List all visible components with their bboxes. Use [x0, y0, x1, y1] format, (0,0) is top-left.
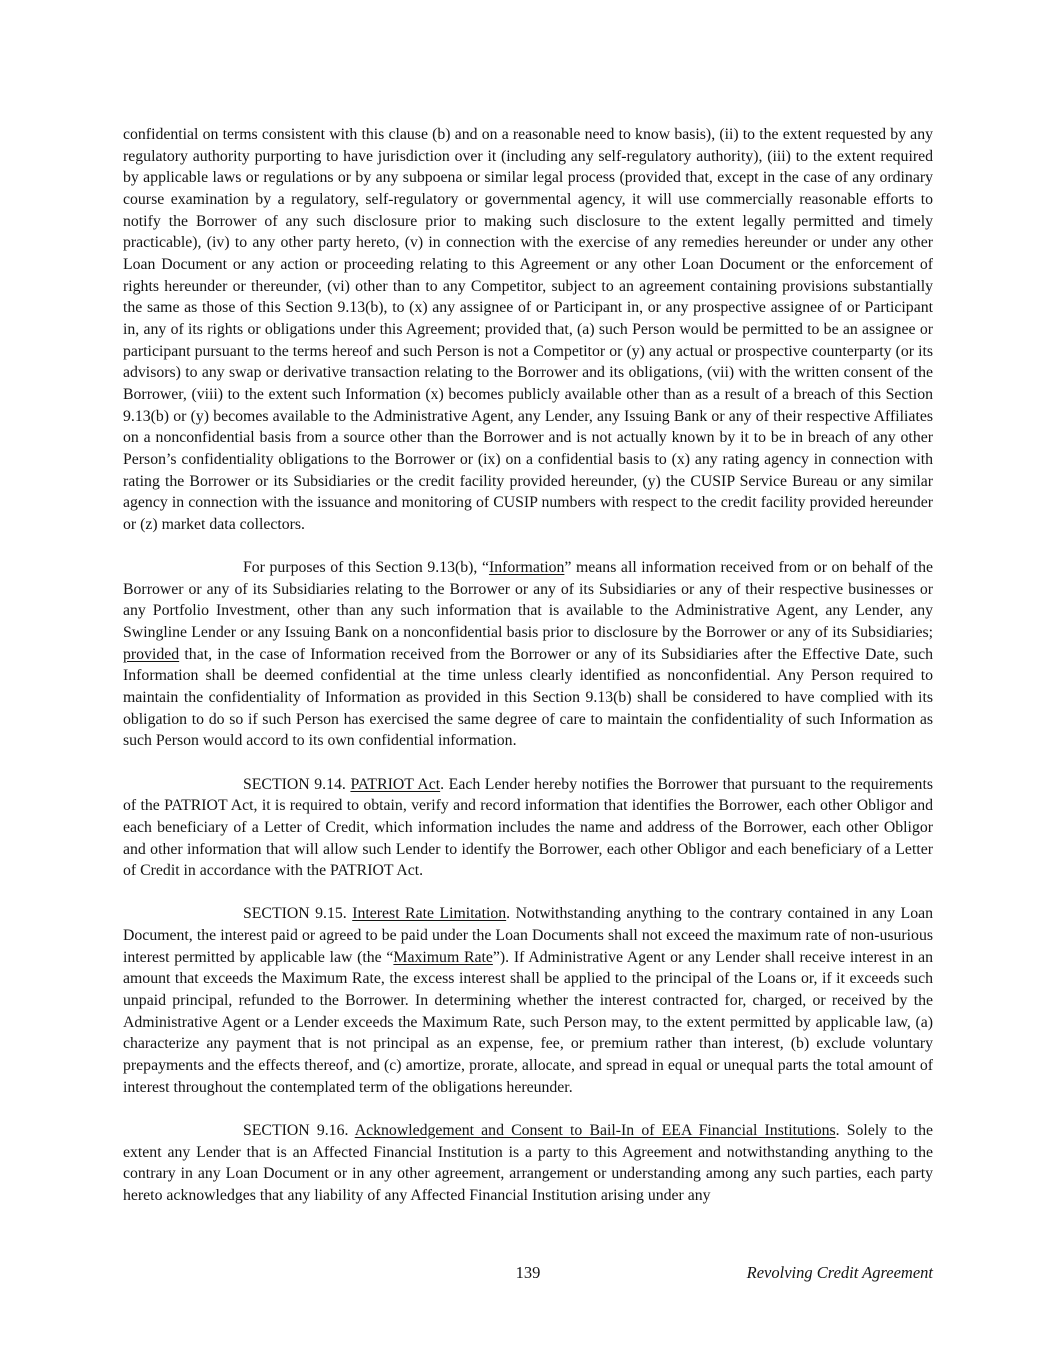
text-run: . Each Lender hereby notifies the Borrower that pursuant to the requirements of the PATRIOT Act, it is required to obtain, verify and record information that identifies the Borrower, each other Obligor and each beneficiary of a Letter of Credit, which information includes the name and address of the Borrower, each other Obligor and other information that will allow such Lender to identify the Borrower, each other Obligor and each beneficiary of a Letter of Credit in accordance with the PATRIOT Act. — [123, 775, 933, 880]
underlined-term: Maximum Rate — [393, 948, 493, 966]
document-body — [123, 124, 933, 1207]
paragraph-confidentiality-continuation — [123, 124, 933, 535]
text-run: that, in the case of Information received from the Borrower or any of its Subsidiaries after the Effective Date, such Information shall be deemed confidential at the time unless clearly identified as nonconfidential. Any Person required to maintain the confidentiality of Information as provided in this Section 9.13(b) shall be considered to have complied with its obligation to do so if such Person has exercised the same degree of care to maintain the confidentiality of such Information as such Person would accord to its own confidential information. — [123, 645, 933, 750]
paragraph-information-definition — [123, 557, 933, 752]
underlined-term: Information — [488, 559, 565, 577]
text-run: SECTION 9.16. — [243, 1121, 355, 1139]
paragraph-section-9-15-interest-rate-limitation — [123, 903, 933, 1098]
page-footer — [123, 1262, 933, 1288]
text-run: confidential on terms consistent with this clause (b) and on a reasonable need to know basis), (ii) to the extent requested by any regulatory authority purporting to have jurisdiction over it (including any self-regulatory authority), (iii) to the extent required by applicable laws or regulations or by any subpoena or similar legal process (provided that, except in the case of any ordinary course examination by a regulatory, self-regulatory or governmental agency, it will use commercially reasonable efforts to notify the Borrower of any such disclosure prior to making such disclosure to the extent legally permitted and timely practicable), (iv) to any other party hereto, (v) in connection with the exercise of any remedies hereunder or under any other Loan Document or any action or proceeding relating to this Agreement or any other Loan Document or the enforcement of rights hereunder or thereunder, (vi) other than to any Competitor, subject to an agreement containing provisions substantially the same as those of this Section 9.13(b), to (x) any assignee of or Participant in, or any prospective assignee of or Participant in, any of its rights or obligations under this Agreement; provided that, (a) such Person would be permitted to be an assignee or participant pursuant to the terms hereof and such Person is not a Competitor or (y) any actual or prospective counterparty (or its advisors) to any swap or derivative transaction relating to the Borrower and its obligations, (vii) with the written consent of the Borrower, (viii) to the extent such Information (x) becomes publicly available other than as a result of a breach of this Section 9.13(b) or (y) becomes available to the Administrative Agent, any Lender, any Issuing Bank or any of their respective Affiliates on a nonconfidential basis from a source other than the Borrower and is not actually known by it to be in breach of any other Person’s confidentiality obligations to the Borrower or (ix) on a confidential basis to (x) any rating agency in connection with rating the Borrower or its Subsidiaries or the credit facility provided hereunder, (y) the CUSIP Service Bureau or any similar agency in connection with the issuance and monitoring of CUSIP numbers with respect to the credit facility provided hereunder or (z) market data collectors. — [123, 126, 933, 533]
text-run: . Solely to the extent any Lender that is an Affected Financial Institution is a party to this Agreement and notwithstanding anything to the contrary in any Loan Document or in any other agreement, arrangement or understanding among any such parties, each party hereto acknowledges that any liability of any Affected Financial Institution arising under any — [123, 1121, 933, 1204]
text-run: For purposes of this Section 9.13(b), “ — [243, 559, 489, 577]
underlined-term: provided — [123, 645, 180, 663]
text-run: ”). If Administrative Agent or any Lender shall receive interest in an amount that exceeds the Maximum Rate, the excess interest shall be applied to the principal of the Loans or, if it exceeds such unpaid principal, refunded to the Borrower. In determining whether the interest contracted for, charged, or received by the Administrative Agent or a Lender exceeds the Maximum Rate, such Person may, to the extent permitted by applicable law, (a) characterize any payment that is not principal as an expense, fee, or premium rather than interest, (b) exclude voluntary prepayments and the effects thereof, and (c) amortize, prorate, allocate, and spread in equal or unequal parts the total amount of interest throughout the contemplated term of the obligations hereunder. — [123, 948, 933, 1096]
text-run: . Notwithstanding anything to the contrary contained in any Loan Document, the interest paid or agreed to be paid under the Loan Documents shall not exceed the maximum rate of non-usurious interest permitted by applicable law (the “ — [123, 905, 933, 966]
footer-document-title: Revolving Credit Agreement — [746, 1263, 933, 1282]
text-run: SECTION 9.14. — [243, 775, 351, 793]
underlined-term: PATRIOT Act — [350, 775, 441, 793]
underlined-term: Acknowledgement and Consent to Bail-In of EEA Financial Institutions — [354, 1121, 836, 1139]
paragraph-section-9-14-patriot-act — [123, 774, 933, 882]
underlined-term: Interest Rate Limitation — [352, 905, 507, 923]
text-run: SECTION 9.15. — [243, 905, 353, 923]
page-number: 139 — [515, 1263, 541, 1282]
text-run: ” means all information received from or on behalf of the Borrower or any of its Subsidiaries relating to the Borrower or any of its Subsidiaries or any of their respective businesses or any Portfolio Investment, other than any such information that is available to the Administrative Agent, any Lender, any Swingline Lender or any Issuing Bank on a nonconfidential basis prior to disclosure by the Borrower or any of its Subsidiaries; — [123, 559, 933, 642]
paragraph-section-9-16-bail-in — [123, 1120, 933, 1207]
